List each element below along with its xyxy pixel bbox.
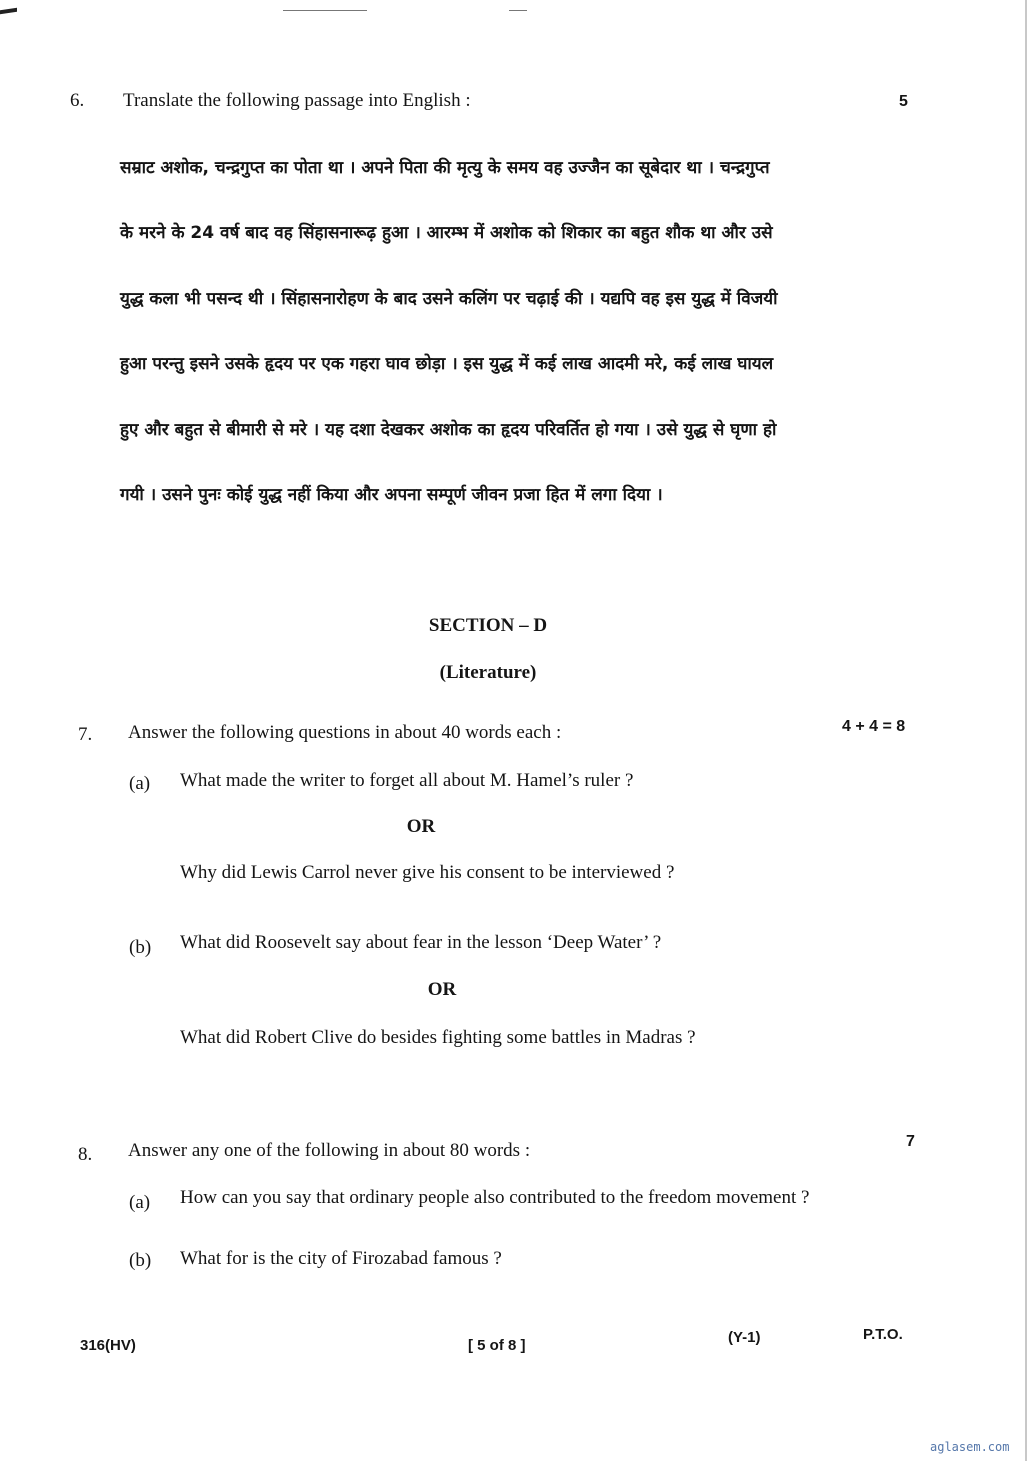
q7-marks: 4 + 4 = 8 <box>842 718 906 735</box>
q8-number: 8. <box>78 1144 93 1165</box>
passage-line: युद्ध कला भी पसन्द थी । सिंहासनारोहण के बाद उसने कलिंग पर चढ़ाई की । यद्यपि वह इस युद्ध में विजयी <box>120 289 778 309</box>
scan-mark <box>0 8 17 14</box>
q7b-text: What did Roosevelt say about fear in the lesson ‘Deep Water’ ? <box>180 932 662 953</box>
q7-instruction: Answer the following questions in about 40 words each : <box>128 722 562 743</box>
paper-code: 316(HV) <box>80 1337 136 1354</box>
q8a-label: (a) <box>129 1192 151 1213</box>
set-code: (Y-1) <box>728 1329 761 1346</box>
passage-line: के मरने के 24 वर्ष बाद वह सिंहासनारूढ़ हुआ । आरम्भ में अशोक को शिकार का बहुत शौक था और उसे <box>120 223 773 243</box>
q7a-text: What made the writer to forget all about M. Hamel’s ruler ? <box>180 770 634 791</box>
q8b-text: What for is the city of Firozabad famous ? <box>180 1248 502 1269</box>
q8-instruction: Answer any one of the following in about 80 words : <box>128 1140 531 1161</box>
q7b-or: OR <box>427 979 457 1000</box>
passage-line: हुए और बहुत से बीमारी से मरे । यह दशा देखकर अशोक का हृदय परिवर्तित हो गया । उसे युद्ध से घृणा हो <box>120 420 777 440</box>
q8a-text: How can you say that ordinary people also contributed to the freedom movement ? <box>180 1187 810 1208</box>
watermark: aglasem.com <box>930 1440 1010 1454</box>
pto-label: P.T.O. <box>863 1326 903 1343</box>
q6-marks: 5 <box>899 93 908 110</box>
q7a-label: (a) <box>129 773 151 794</box>
scan-line <box>509 10 527 11</box>
q6-number: 6. <box>70 90 85 111</box>
q7-number: 7. <box>78 724 93 745</box>
section-title: SECTION – D <box>428 615 548 636</box>
page-edge <box>1025 0 1027 1461</box>
q8b-label: (b) <box>129 1250 152 1271</box>
section-subtitle: (Literature) <box>439 662 537 683</box>
q7a-or: OR <box>406 816 436 837</box>
scan-line <box>283 10 367 11</box>
page-number: [ 5 of 8 ] <box>468 1337 526 1354</box>
q7b-label: (b) <box>129 937 152 958</box>
q6-instruction: Translate the following passage into English : <box>123 90 471 111</box>
q7b-alternative: What did Robert Clive do besides fighting some battles in Madras ? <box>180 1027 696 1048</box>
passage-line: सम्राट अशोक, चन्द्रगुप्त का पोता था । अपने पिता की मृत्यु के समय वह उज्जैन का सूबेदार था । चन्द्रगुप्त <box>120 158 770 178</box>
passage-line: गयी । उसने पुनः कोई युद्ध नहीं किया और अपना सम्पूर्ण जीवन प्रजा हित में लगा दिया । <box>120 485 663 505</box>
passage-line: हुआ परन्तु इसने उसके हृदय पर एक गहरा घाव छोड़ा । इस युद्ध में कई लाख आदमी मरे, कई लाख घायल <box>120 354 774 374</box>
q8-marks: 7 <box>906 1133 915 1150</box>
q7a-alternative: Why did Lewis Carrol never give his consent to be interviewed ? <box>180 862 675 883</box>
